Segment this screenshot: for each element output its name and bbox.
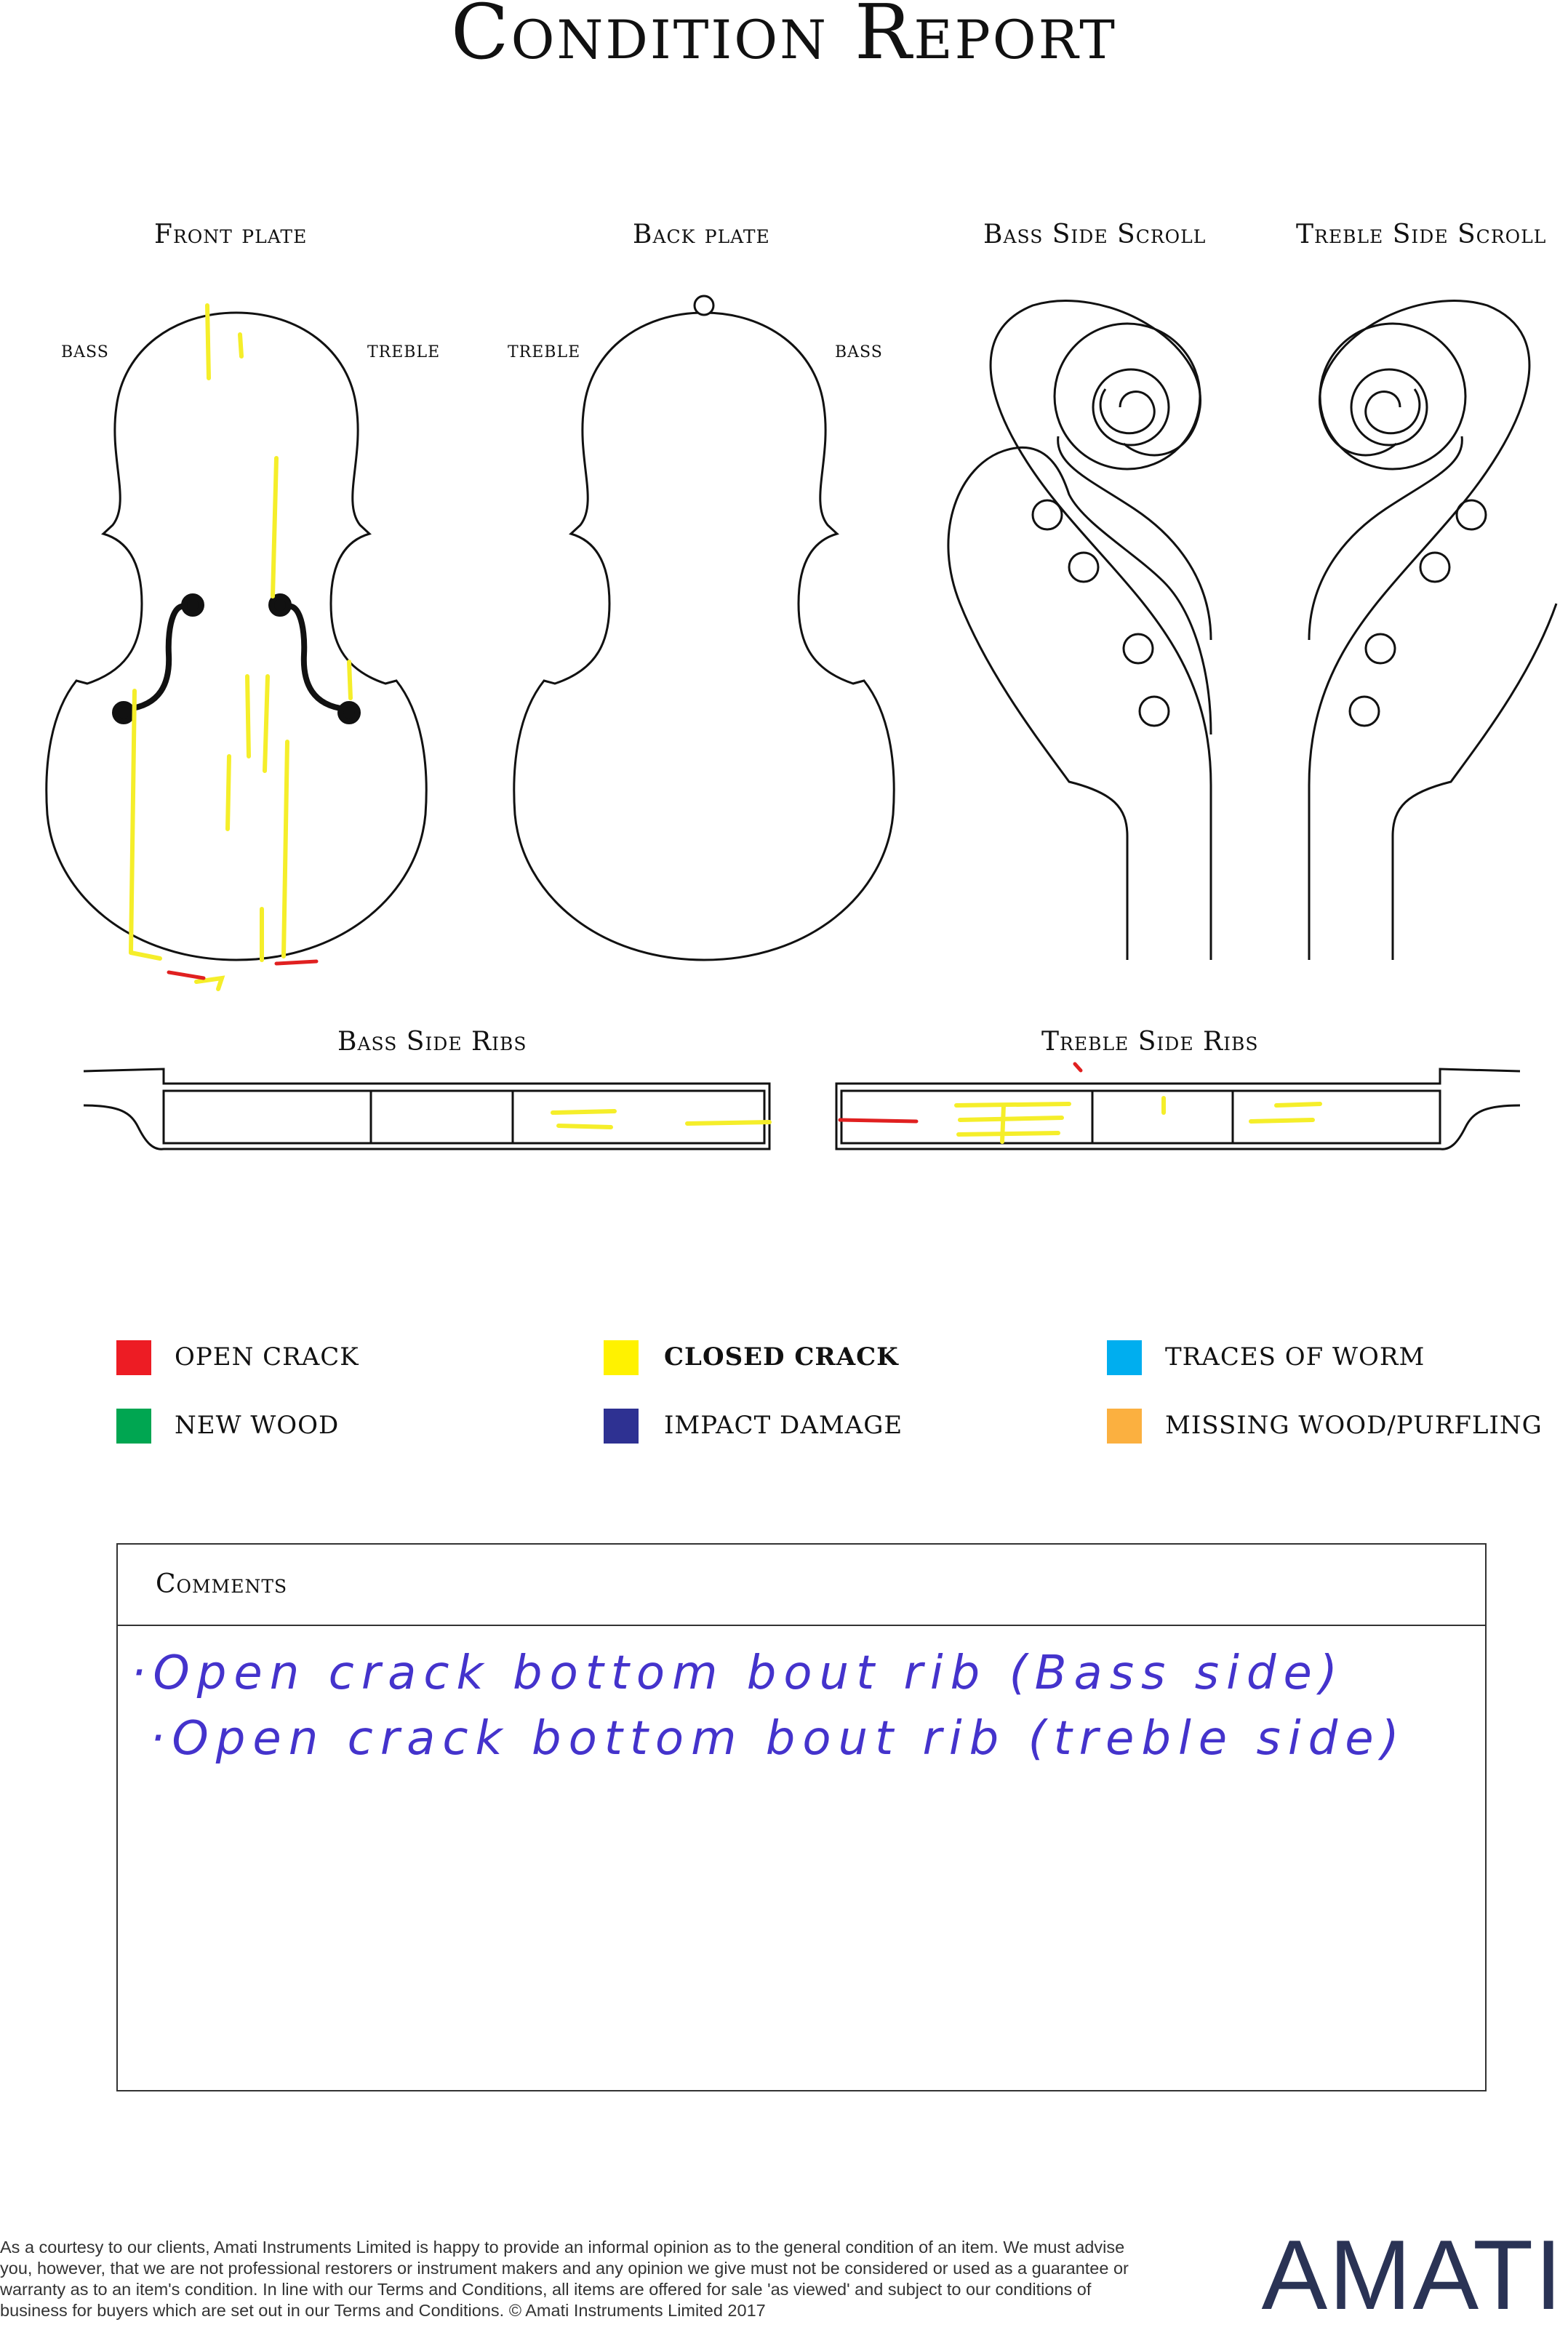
peg-hole [1350, 697, 1379, 726]
front-plate-label: Front plate [154, 220, 308, 249]
back-bass-label: BASS [835, 343, 883, 361]
front-treble-label: TREBLE [367, 343, 441, 361]
legend-swatch-open-crack [116, 1340, 151, 1375]
page-title: Condition Report [451, 0, 1117, 76]
peg-hole [1457, 500, 1486, 529]
bass-f-hole [127, 606, 191, 709]
peg-hole [1069, 553, 1098, 582]
bass-side-scroll-label: Bass Side Scroll [983, 220, 1207, 249]
legend-swatch-impact-damage [604, 1409, 639, 1444]
treble-f-hole [282, 606, 345, 709]
legend-label-new-wood: NEW WOOD [175, 1411, 340, 1440]
peg-hole [1033, 500, 1062, 529]
bass-side-ribs-label: Bass Side Ribs [337, 1027, 527, 1057]
treble-side-scroll-label: Treble Side Scroll [1296, 220, 1547, 249]
back-treble-label: TREBLE [508, 343, 581, 361]
comments-title: Comments [156, 1569, 288, 1599]
legend-swatch-missing-wood [1107, 1409, 1142, 1444]
comments-box [116, 1543, 1487, 2091]
front-plate-outline [47, 313, 426, 960]
legend-label-closed-crack: CLOSED CRACK [664, 1342, 899, 1372]
bass-ribs-outline [84, 1069, 769, 1149]
front-bass-label: BASS [61, 343, 109, 361]
legend-label-impact-damage: IMPACT DAMAGE [664, 1411, 903, 1440]
legend-label-missing-wood: MISSING WOOD/PURFLING [1165, 1411, 1543, 1440]
treble-side-ribs-label: Treble Side Ribs [1041, 1027, 1259, 1057]
peg-hole [1366, 634, 1395, 663]
bullet: · [131, 1646, 153, 1700]
treble-ribs-outline [836, 1069, 1520, 1149]
comments-header [118, 1545, 1485, 1626]
amati-logo: AMATI [1261, 2219, 1564, 2330]
comment-line-1: ·Open crack bottom bout rib (Bass side) [131, 1646, 1345, 1700]
legend-label-open-crack: OPEN CRACK [175, 1342, 359, 1372]
back-plate-label: Back plate [633, 220, 770, 249]
legend-label-traces-of-worm: TRACES OF WORM [1165, 1342, 1425, 1372]
disclaimer-text: As a courtesy to our clients, Amati Instruments Limited is happy to provide an informal opinion as to the general condition of an item. We must advise you, however, that we are not professional restorers or instrument makers and any opinion we give must not be considered or used as a guarantee or warranty as to an item's condition. In line with our Terms and Conditions, all items are offered for sale 'as viewed' and subject to our conditions of business for buyers which are set out in our Terms and Conditions. © Amati Instruments Limited 2017 [0, 2238, 1129, 2320]
legend-swatch-traces-of-worm [1107, 1340, 1142, 1375]
peg-hole [1420, 553, 1449, 582]
legend-swatch-new-wood [116, 1409, 151, 1444]
bullet: · [150, 1712, 172, 1766]
peg-hole [1140, 697, 1169, 726]
peg-hole [1124, 634, 1153, 663]
back-button [695, 296, 713, 315]
back-plate-outline [514, 313, 894, 960]
comment-line-2: ·Open crack bottom bout rib (treble side) [150, 1712, 1407, 1766]
legend-swatch-closed-crack [604, 1340, 639, 1375]
